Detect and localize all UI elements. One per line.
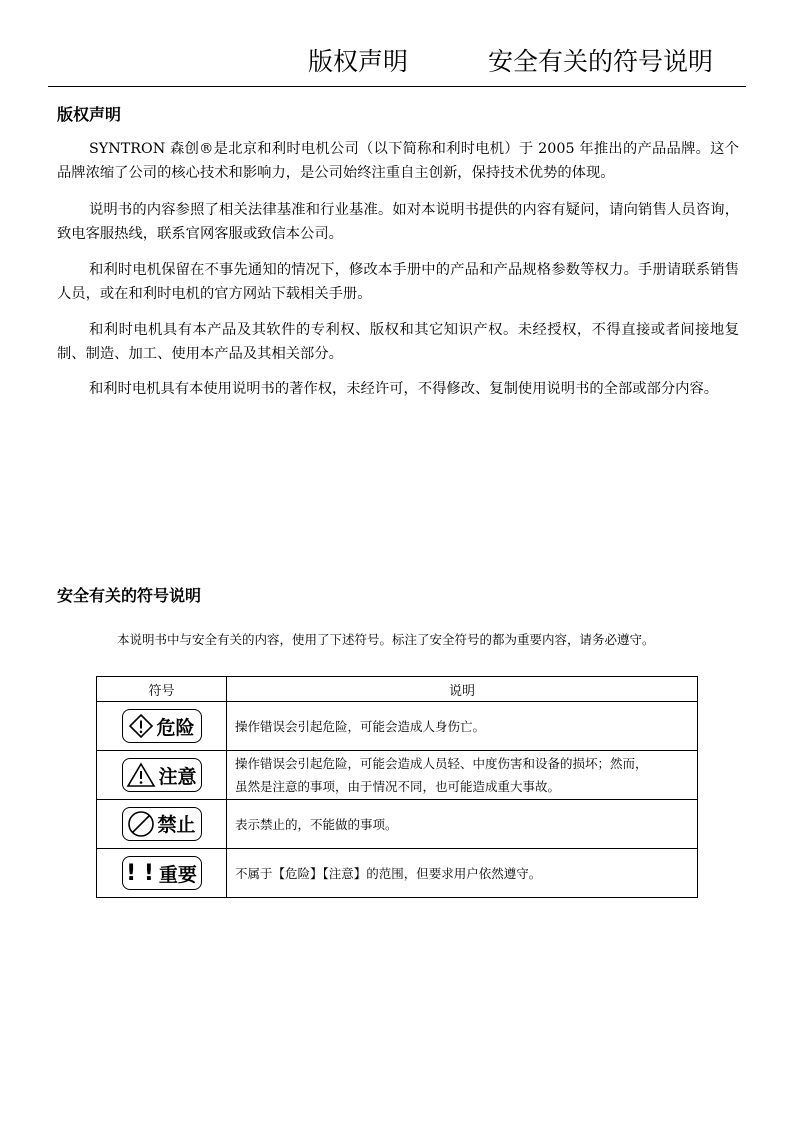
symbol-cell [97, 751, 227, 800]
table-row [97, 800, 698, 849]
header-cell-symbol: 符号 [97, 677, 227, 702]
header-cell-description: 说明 [227, 677, 698, 702]
description-line: 操作错误会引起危险，可能会造成人身伤亡。 [235, 718, 486, 734]
important-label: 重要 [158, 863, 197, 886]
section-title-safety: 安全有关的符号说明 [57, 586, 202, 605]
symbol-cell [97, 800, 227, 849]
page-header [48, 38, 746, 87]
danger-label: 危险 [156, 716, 195, 739]
safety-intro: 本说明书中与安全有关的内容，使用了下述符号。标注了安全符号的都为重要内容，请务必遵守。 [117, 632, 655, 647]
table-row [97, 849, 698, 898]
header-title-safety: 安全有关的符号说明 [488, 47, 714, 76]
danger-badge [122, 709, 202, 743]
description-line: 表示禁止的，不能做的事项。 [235, 816, 398, 832]
description-cell [227, 751, 698, 800]
caution-label: 注意 [158, 765, 197, 788]
description-cell [227, 800, 698, 849]
caution-badge [122, 758, 202, 792]
symbol-cell [97, 849, 227, 898]
description-cell [227, 702, 698, 751]
danger-diamond-icon [128, 713, 154, 739]
copyright-paragraph: 和利时电机保留在不事先通知的情况下，修改本手册中的产品和产品规格参数等权力。手册请联系销售人员，或在和利时电机的官方网站下载相关手册。 [57, 262, 739, 302]
prohibited-circle-icon [127, 810, 155, 838]
copyright-paragraph: 说明书的内容参照了相关法律基准和行业基准。如对本说明书提供的内容有疑问，请向销售人员咨询，致电客服热线，联系官网客服或致信本公司。 [57, 202, 739, 242]
description-cell [227, 849, 698, 898]
prohibited-badge [122, 807, 202, 841]
symbol-table [96, 676, 698, 898]
prohibited-label: 禁止 [157, 814, 196, 836]
description-line: 不属于【危险】【注意】的范围，但要求用户依然遵守。 [235, 865, 542, 881]
copyright-paragraph: 和利时电机具有本产品及其软件的专利权、版权和其它知识产权。未经授权，不得直接或者间接地复制、制造、加工、使用本产品及其相关部分。 [57, 322, 739, 362]
header-title-copyright: 版权声明 [308, 47, 409, 76]
important-badge [122, 856, 202, 890]
copyright-paragraph: SYNTRON 森创®是北京和利时电机公司（以下简称和利时电机）于 2005 年推出的产品品牌。这个品牌浓缩了公司的核心技术和影响力，是公司始终注重自主创新，保持技术优势的体现。 [57, 141, 739, 181]
section-title-copyright: 版权声明 [57, 105, 122, 124]
double-exclamation-icon: ! ! [126, 860, 154, 886]
symbol-cell [97, 702, 227, 751]
copyright-paragraph: 和利时电机具有本使用说明书的著作权，未经许可，不得修改、复制使用说明书的全部或部分内容。 [89, 381, 719, 397]
table-header-row [97, 677, 698, 702]
table-row [97, 751, 698, 800]
description-line: 虽然是注意的事项，由于情况不同，也可能造成重大事故。 [235, 779, 561, 794]
warning-triangle-icon [126, 762, 156, 788]
table-row [97, 702, 698, 751]
description-line: 操作错误会引起危险，可能会造成人员轻、中度伤害和设备的损坏；然而， [235, 756, 648, 771]
